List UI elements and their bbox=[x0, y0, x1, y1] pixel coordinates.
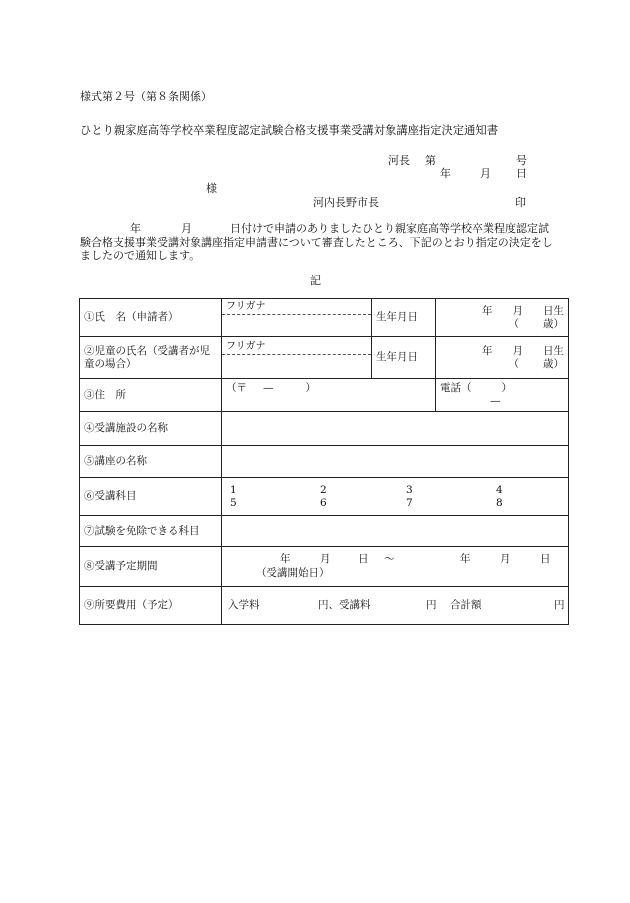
phone-close: ） bbox=[501, 382, 512, 394]
period-start-year: 年 bbox=[280, 553, 291, 566]
postal-dash: — bbox=[263, 382, 274, 394]
tuition-yen: 円 bbox=[426, 598, 437, 611]
table-row bbox=[80, 516, 569, 547]
facility-name-field[interactable] bbox=[222, 412, 569, 446]
body-month: 月 bbox=[181, 222, 192, 235]
birth-date-label: 生年月日 bbox=[372, 337, 436, 379]
phone-field[interactable] bbox=[436, 379, 569, 412]
office-code: 河長 bbox=[388, 154, 410, 167]
subject-number: 5 bbox=[230, 496, 237, 509]
period-tilde: ～ bbox=[384, 553, 395, 566]
subject-number: 2 bbox=[320, 483, 327, 496]
table-row bbox=[80, 547, 569, 587]
period-label: ⑧受講予定期間 bbox=[80, 547, 222, 587]
subject-number: 1 bbox=[230, 483, 237, 496]
course-name-label: ⑤講座の名称 bbox=[80, 446, 222, 478]
table-row bbox=[80, 446, 569, 478]
table-row bbox=[80, 412, 569, 446]
form-number: 様式第２号（第８条関係） bbox=[80, 90, 212, 103]
period-end-day: 日 bbox=[540, 553, 551, 566]
applicant-name-field[interactable] bbox=[222, 315, 371, 335]
postal-open: （〒 bbox=[226, 382, 247, 394]
cost-label: ⑨所要費用（予定） bbox=[80, 587, 222, 625]
birth-year: 年 bbox=[482, 305, 493, 317]
document-title: ひとり親家庭高等学校卒業程度認定試験合格支援事業受講対象講座指定決定通知書 bbox=[80, 124, 498, 137]
applicant-name-label: ①氏 名（申請者） bbox=[80, 299, 222, 337]
body-paragraph bbox=[80, 222, 555, 263]
table-row bbox=[80, 587, 569, 625]
exempt-subjects-label: ⑦試験を免除できる科目 bbox=[80, 516, 222, 547]
dai-label: 第 bbox=[425, 154, 436, 167]
seal-mark: 印 bbox=[515, 196, 526, 209]
address-label: ③住 所 bbox=[80, 379, 222, 412]
subjects-field[interactable] bbox=[222, 478, 569, 516]
course-name-field[interactable] bbox=[222, 446, 569, 478]
period-end-month: 月 bbox=[500, 553, 511, 566]
birth-day: 日生 bbox=[543, 345, 564, 357]
child-name-field[interactable] bbox=[222, 355, 371, 375]
total-yen: 円 bbox=[554, 598, 565, 611]
subject-number: 3 bbox=[406, 483, 413, 496]
table-row bbox=[80, 478, 569, 516]
table-row bbox=[80, 299, 569, 337]
age-open: （ bbox=[508, 317, 519, 330]
detail-table bbox=[79, 298, 569, 625]
period-note: （受講開始日） bbox=[256, 567, 330, 580]
birth-year: 年 bbox=[482, 345, 493, 357]
tuition-fee-label: 円、受講料 bbox=[318, 598, 371, 611]
furigana-label: フリガナ bbox=[222, 300, 371, 315]
address-field[interactable] bbox=[222, 379, 436, 412]
birth-month: 月 bbox=[512, 345, 523, 357]
postal-close: ） bbox=[305, 382, 316, 394]
period-start-day: 日 bbox=[358, 553, 369, 566]
cost-field[interactable] bbox=[222, 587, 569, 625]
subjects-label: ⑥受講科目 bbox=[80, 478, 222, 516]
period-start-month: 月 bbox=[320, 553, 331, 566]
birth-month: 月 bbox=[512, 305, 523, 317]
exempt-subjects-field[interactable] bbox=[222, 516, 569, 547]
birth-day: 日生 bbox=[543, 305, 564, 317]
furigana-label: フリガナ bbox=[222, 340, 371, 355]
entrance-fee-label: 入学料 bbox=[228, 598, 260, 611]
ref-day: 日 bbox=[516, 167, 527, 180]
phone-label: 電話（ bbox=[440, 382, 472, 394]
age-close: 歳） bbox=[543, 317, 564, 330]
reference-number bbox=[380, 154, 530, 180]
ref-year: 年 bbox=[440, 167, 451, 180]
period-end-year: 年 bbox=[460, 553, 471, 566]
ki-heading: 記 bbox=[310, 274, 321, 287]
issuer: 河内長野市長 bbox=[313, 196, 379, 209]
period-field[interactable] bbox=[222, 547, 569, 587]
ref-month: 月 bbox=[480, 167, 491, 180]
total-label: 合計額 bbox=[450, 598, 482, 611]
child-name-label: ②児童の氏名（受講者が児童の場合） bbox=[80, 337, 222, 379]
body-year: 年 bbox=[130, 222, 141, 235]
birth-date-label: 生年月日 bbox=[372, 299, 436, 337]
age-close: 歳） bbox=[543, 357, 564, 370]
addressee-suffix: 様 bbox=[206, 182, 217, 195]
phone-dash: — bbox=[490, 394, 501, 407]
body-text: 日付けで申請のありましたひとり親家庭高等学校卒業程度認定試験合格支援事業受講対象講座指定申請書について審査したところ、下記のとおり指定の決定をしましたので通知します。 bbox=[80, 222, 553, 262]
subject-number: 7 bbox=[406, 496, 413, 509]
subject-number: 8 bbox=[496, 496, 503, 509]
go-label: 号 bbox=[516, 154, 527, 167]
facility-name-label: ④受講施設の名称 bbox=[80, 412, 222, 446]
subject-number: 4 bbox=[496, 483, 503, 496]
age-open: （ bbox=[508, 357, 519, 370]
table-row bbox=[80, 337, 569, 379]
subject-number: 6 bbox=[320, 496, 327, 509]
table-row bbox=[80, 379, 569, 412]
